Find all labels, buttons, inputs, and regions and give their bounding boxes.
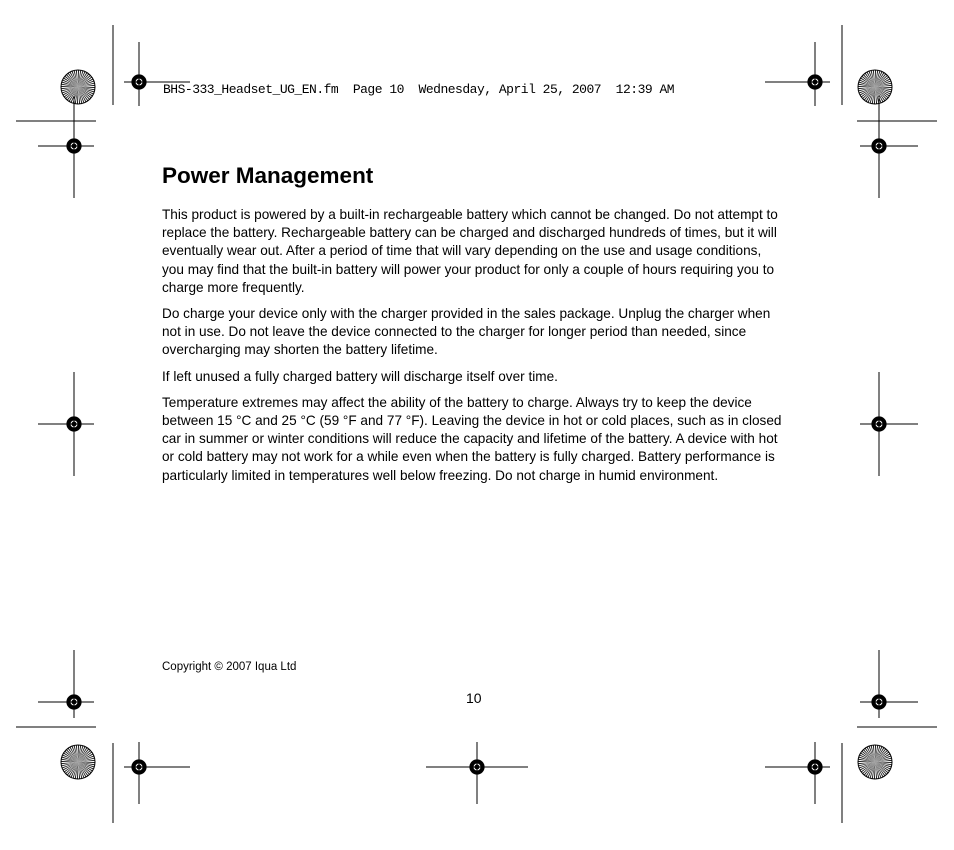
color-starburst-mark <box>858 745 892 779</box>
color-starburst-mark <box>61 70 95 104</box>
paragraph-temperature: Temperature extremes may affect the ability of the battery to charge. Always try to keep the device between 15 °C and 25 °C (59 °F and 77 °F). Leaving the device in hot or cold places, such as in closed car in summer or winter conditions will reduce the capacity and lifetime of the battery. A device with hot or cold battery may not work for a while even when the battery is fully charged. Battery performance is particularly limited in temperatures well below freezing. Do not charge in humid environment. <box>162 394 782 483</box>
paragraph-self-discharge: If left unused a fully charged battery will discharge itself over time. <box>162 368 558 384</box>
color-starburst-mark <box>61 745 95 779</box>
print-header: BHS-333_Headset_UG_EN.fm Page 10 Wednesday, April 25, 2007 12:39 AM <box>163 82 675 97</box>
copyright-notice: Copyright © 2007 Iqua Ltd <box>162 661 297 673</box>
paragraph-charging: Do charge your device only with the charger provided in the sales package. Unplug the charger when not in use. Do not leave the device connected to the charger for longer period than needed, since overcharging may shorten the battery lifetime. <box>162 306 771 358</box>
color-starburst-mark <box>858 70 892 104</box>
body-text <box>162 206 782 493</box>
paragraph-battery-info: This product is powered by a built-in rechargeable battery which cannot be changed. Do not attempt to replace the battery. Rechargeable battery can be charged and discharged hundreds of times, but it will eventually wear out. After a period of time that will vary depending on the use and usage conditions, you may find that the built-in battery will power your product for only a couple of hours requiring you to charge more frequently. <box>162 207 778 295</box>
page-number: 10 <box>466 690 482 706</box>
page-title: Power Management <box>162 163 374 188</box>
